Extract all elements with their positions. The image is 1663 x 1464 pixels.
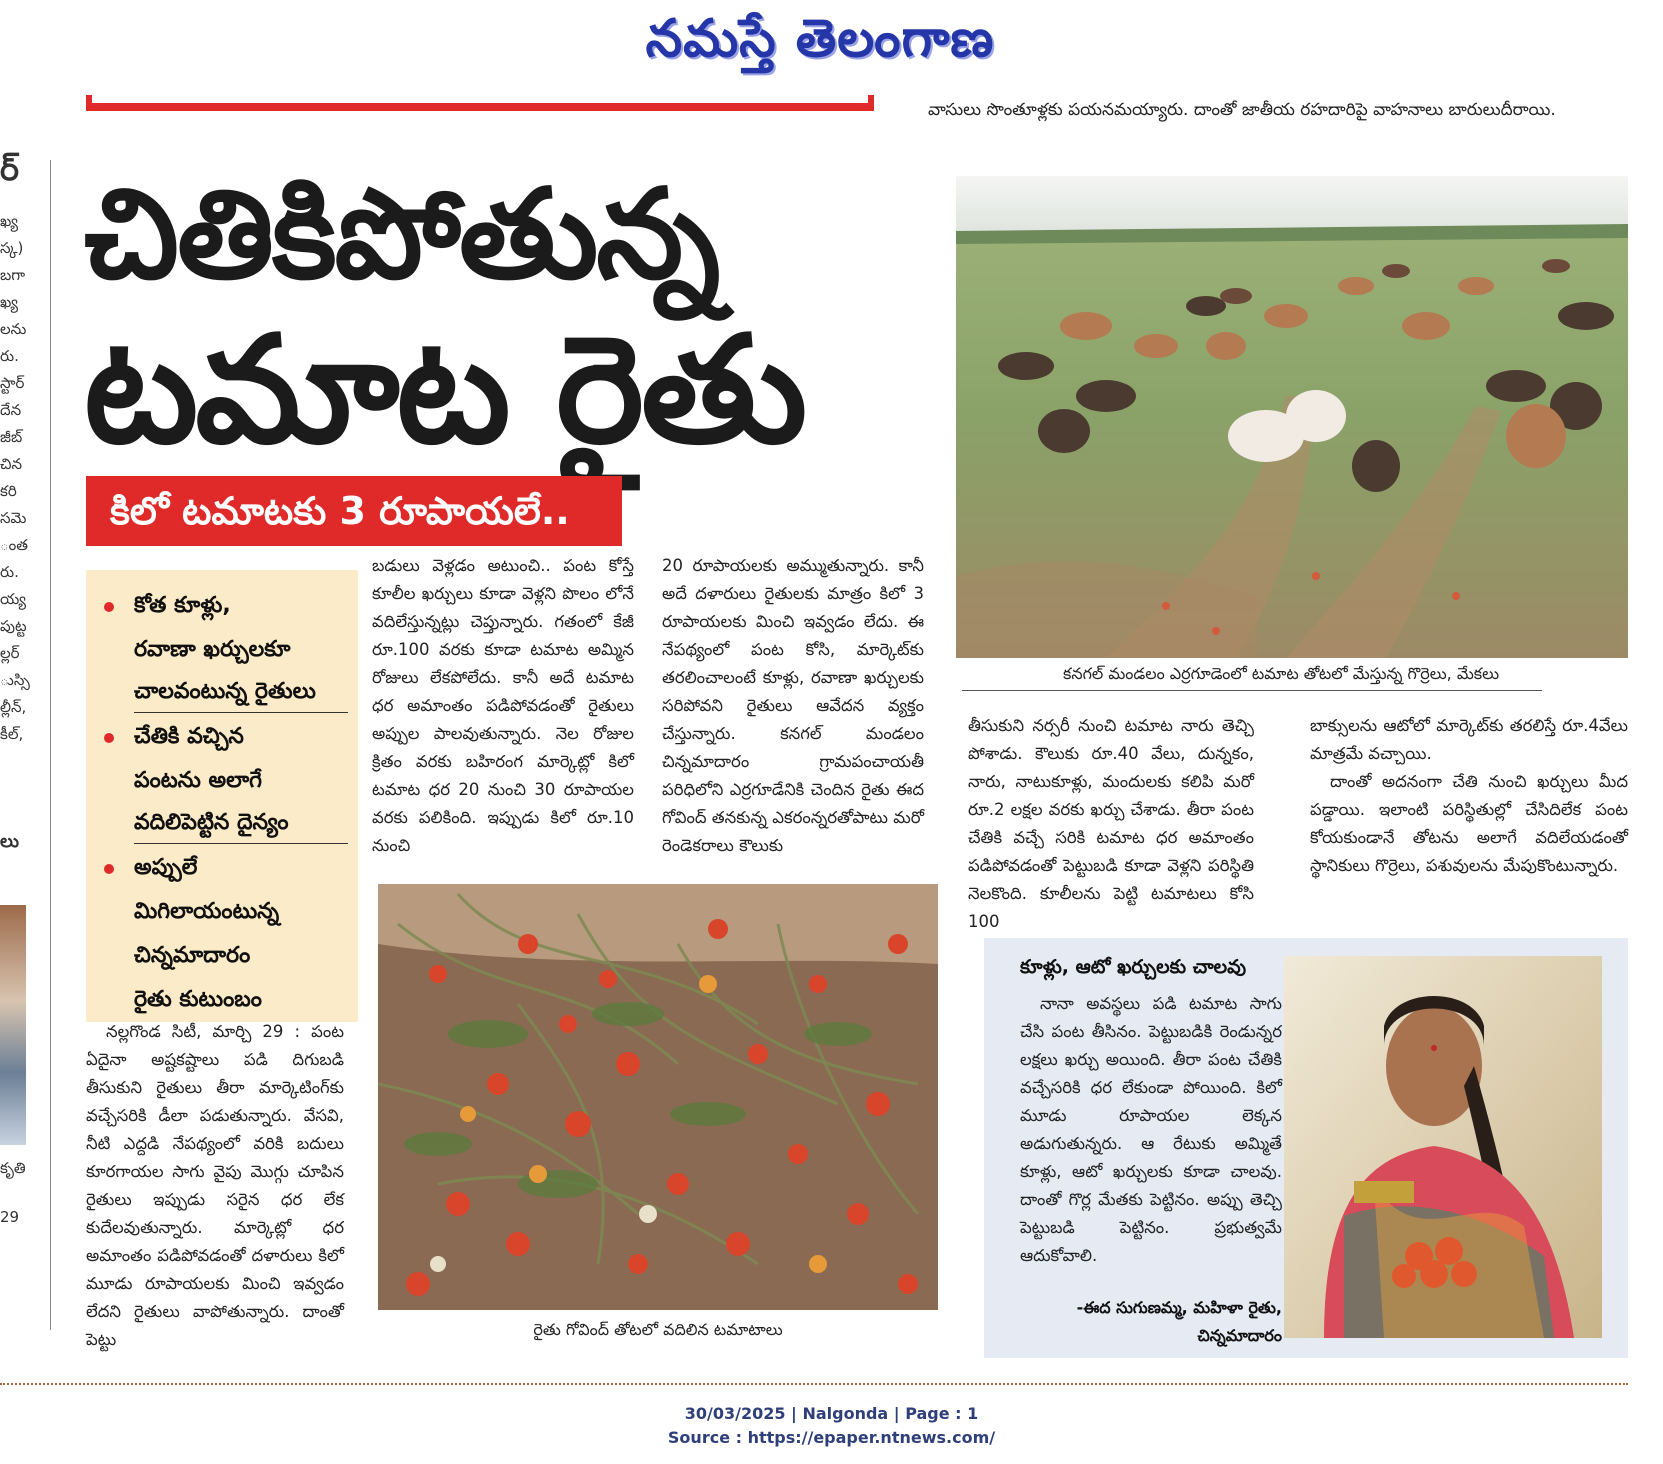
left-strip-photo (0, 905, 26, 1145)
highlight-line: మిగిలాయంటున్న (134, 899, 280, 924)
column-5-text-b: దాంతో అదనంగా చేతి నుంచి ఖర్చులు మీద పడ్డాయి. ఇలాంటి పరిస్థితుల్లో చేసిదిలేక పంట కోయకుండానే తోటను అలాగే వదిలేయడంతో స్థానికులు గొర్రెలు, పశువులను మేపుకొంటున్నారు. (1310, 772, 1628, 875)
left-strip-line: రు. (0, 347, 19, 365)
quote-signature-place: చిన్నమాదారం (1197, 1326, 1282, 1345)
subheadline-banner: కిలో టమాటకు 3 రూపాయలే.. (86, 476, 622, 546)
goats-field-illustration (956, 176, 1628, 658)
left-strip-line: రు. (0, 563, 19, 581)
farmer-quote-box (984, 938, 1628, 1358)
highlight-line: పంటను అలాగే (134, 768, 262, 793)
column-4-text: తీసుకుని నర్సరీ నుంచి టమాట నారు తెచ్చి పోశాడు. కౌలుకు రూ.40 వేలు, దున్నకం, నారు, నాటుకూళ్లు, మందులకు కలిపి మరో రూ.2 లక్షల వరకు ఖర్చు చేశాడు. తీరా పంట చేతికి వచ్చే సరికి టమాట ధర అమాంతం పడిపోవడంతో పెట్టుబడి కూడా వెళ్లని పరిస్థితి నెలకొంది. కూలీలను పెట్టి టమాటలు కోసి 100 (968, 716, 1254, 931)
column-2-text: బడులు వెళ్లడం అటుంచి.. పంట కోస్తే కూలీల ఖర్చులు కూడా వెళ్లని పొలం లోనే వదిలేస్తున్నట్లు చెప్తున్నారు. గతంలో కేజీ రూ.100 వరకు కూడా టమాట అమ్మిన రోజులు లేకపోలేదు. కానీ అదే టమాట ధర అమాంతం పడిపోవడంతో రైతులు అప్పుల పాలవుతున్నారు. నెల రోజుల క్రితం వరకు బహిరంగ మార్కెట్లో కిలో టమాట ధర 20 నుంచి 30 రూపాయల వరకు పలికింది. ఇప్పుడు కిలో రూ.10 నుంచి (372, 556, 634, 855)
article-column-5 (1310, 712, 1628, 908)
left-strip-line: ంత (0, 536, 28, 554)
highlight-line: చిన్నమాదారం (134, 943, 251, 968)
left-strip-foot: కృతి (0, 1159, 26, 1177)
highlight-line: వదిలిపెట్టిన దైన్యం (134, 803, 348, 844)
highlight-line: రవాణా ఖర్చులకూ (134, 637, 291, 662)
left-strip-line: జీబ్ (0, 428, 23, 446)
footer-source: Source : https://epaper.ntnews.com/ (667, 1428, 996, 1447)
bullet-dot-icon (104, 864, 114, 874)
tomatoes-ground-illustration (378, 884, 938, 1310)
photo-goats-caption: కనగల్ మండలం ఎర్రగూడెంలో టమాట తోటలో మేస్తున్న గొర్రెలు, మేకలు (1063, 664, 1499, 683)
farmer-portrait-illustration (1284, 956, 1602, 1338)
left-strip-lines (0, 208, 28, 748)
highlight-line: చాలవంటున్న రైతులు (134, 672, 348, 713)
left-strip-line: ల్లీన్, (0, 698, 27, 716)
quote-title: కూళ్లు, ఆటో ఖర్చులకు చాలవు (1020, 956, 1247, 978)
highlight-item (104, 584, 348, 713)
header-red-rule (86, 103, 874, 111)
left-strip-line: బగా (0, 266, 26, 284)
bullet-dot-icon (104, 733, 114, 743)
headline-line-1: చితికిపోతున్న (84, 163, 719, 307)
highlights-box (86, 570, 358, 1022)
photo-goats-grazing (956, 176, 1628, 658)
highlight-line: రైతు కుటుంబం (134, 987, 262, 1012)
highlight-item (104, 846, 348, 1022)
photo-abandoned-tomatoes (378, 884, 938, 1310)
left-strip-line: స్టార్ (0, 374, 25, 392)
farmer-portrait-photo (1284, 956, 1602, 1338)
footer-date-edition: 30/03/2025 | Nalgonda | Page : 1 (684, 1404, 979, 1423)
photo-tomatoes-caption: రైతు గోవింద్ తోటలో వదిలిన టమాటాలు (533, 1320, 783, 1339)
left-strip-line: ల్లర్ (0, 644, 20, 662)
headline-line-2: టమాట రైతు (84, 304, 805, 476)
left-strip-line: స్క) (0, 239, 24, 257)
article-column-2 (372, 552, 634, 855)
left-adjacent-article (0, 150, 28, 1330)
column-1-text: నల్లగొండ సిటీ, మార్చి 29 : పంట ఏదైనా అష్టకష్టాలు పడి దిగుబడి తీసుకుని రైతులు తీరా మార్కెటింగ్‌కు వచ్చేసరికి డీలా పడుతున్నారు. వేసవి, నీటి ఎద్దడి నేపథ్యంలో వరికి బదులు కూరగాయల సాగు వైపు మొగ్గు చూపిన రైతులు ఇప్పుడు సరైన ధర లేక కుదేలవుతున్నారు. మార్కెట్లో ధర అమాంతం పడిపోవడంతో దళారులు కిలో మూడు రూపాయలకు మించి ఇవ్వడం లేదని రైతులు వాపోతున్నారు. దాంతో పెట్టు (86, 1022, 344, 1349)
page-footer (0, 1402, 1663, 1450)
page-bottom-rule (0, 1383, 1628, 1388)
bullet-dot-icon (104, 602, 114, 612)
article-column-4 (968, 712, 1254, 931)
left-strip-line: పుట్ట (0, 617, 27, 635)
left-strip-line: లు (0, 831, 19, 852)
masthead-logo: నమస్తే తెలంగాణ (645, 9, 995, 69)
quote-signature (1020, 1294, 1282, 1350)
article-column-1 (86, 1018, 344, 1349)
left-strip-line: లను (0, 320, 27, 338)
article-column-3 (662, 552, 924, 855)
highlight-line: కోత కూళ్లు, (134, 593, 231, 618)
highlight-item (104, 715, 348, 844)
left-strip-head: ర్ (0, 150, 19, 188)
highlight-line: అప్పులే (134, 855, 198, 880)
column-3-text: 20 రూపాయలకు అమ్ముతున్నారు. కానీ అదే దళారులు రైతులకు మాత్రం కిలో 3 రూపాయలకు మించి ఇవ్వడం లేదు. ఈ నేపథ్యంలో పంట కోసి, మార్కెట్‌కు తరలించాలంటే కూళ్లు, రవాణా ఖర్చులకు సరిపోవని రైతులు ఆవేదన వ్యక్తం చేస్తున్నారు. కనగల్ మండలం చిన్నమాదారం గ్రామపంచాయతీ పరిధిలోని ఎర్రగూడేనికి చెందిన రైతు ఈద గోవింద్ తనకున్న ఎకరంన్నరతోపాటు మరో రెండెకరాలు కౌలుకు (662, 556, 924, 855)
quote-signature-name: -ఈద సుగుణమ్మ, మహిళా రైతు, (1076, 1298, 1282, 1317)
quote-body: నానా అవస్థలు పడి టమాట సాగు చేసి పంట తీసినం. పెట్టుబడికి రెండున్నర లక్షలు ఖర్చు అయింది. తీరా పంట చేతికి వచ్చేసరికి ధర లేకుండా పోయింది. కిలో మూడు రూపాయల లెక్కన అడుగుతున్నరు. ఆ రేటుకు అమ్మితే కూళ్లు, ఆటో ఖర్చులకు కూడా చాలవు. దాంతో గొర్ల మేతకు పెట్టినం. అప్పు తెచ్చి పెట్టుబడి పెట్టినం. ప్రభుత్వమే ఆదుకోవాలి. (1020, 994, 1282, 1265)
top-continuation-line: వాసులు సొంతూళ్లకు పయనమయ్యారు. దాంతో జాతీయ రహదారిపై వాహనాలు బారులుదీరాయి. (928, 100, 1556, 120)
highlight-line: చేతికి వచ్చిన (134, 724, 244, 749)
caption-rule (962, 690, 1542, 691)
left-strip-line: ుస్సి (0, 671, 30, 689)
left-strip-line: చిన (0, 455, 23, 473)
left-strip-line: ఖ్య (0, 293, 19, 311)
column-5-text-a: బాక్సులను ఆటోలో మార్కెట్‌కు తరలిస్తే రూ.4వేలు మాత్రమే వచ్చాయి. (1310, 716, 1628, 763)
left-strip-line: సమె (0, 509, 27, 527)
left-strip-line: ఖ్య (0, 212, 19, 230)
left-strip-page: 29 (0, 1208, 20, 1226)
left-strip-line: కీల్, (0, 725, 24, 743)
left-strip-line: య్య (0, 590, 26, 608)
left-strip-line: దేన (0, 401, 22, 419)
left-strip-line: కరి (0, 482, 17, 500)
column-divider (50, 160, 51, 1330)
